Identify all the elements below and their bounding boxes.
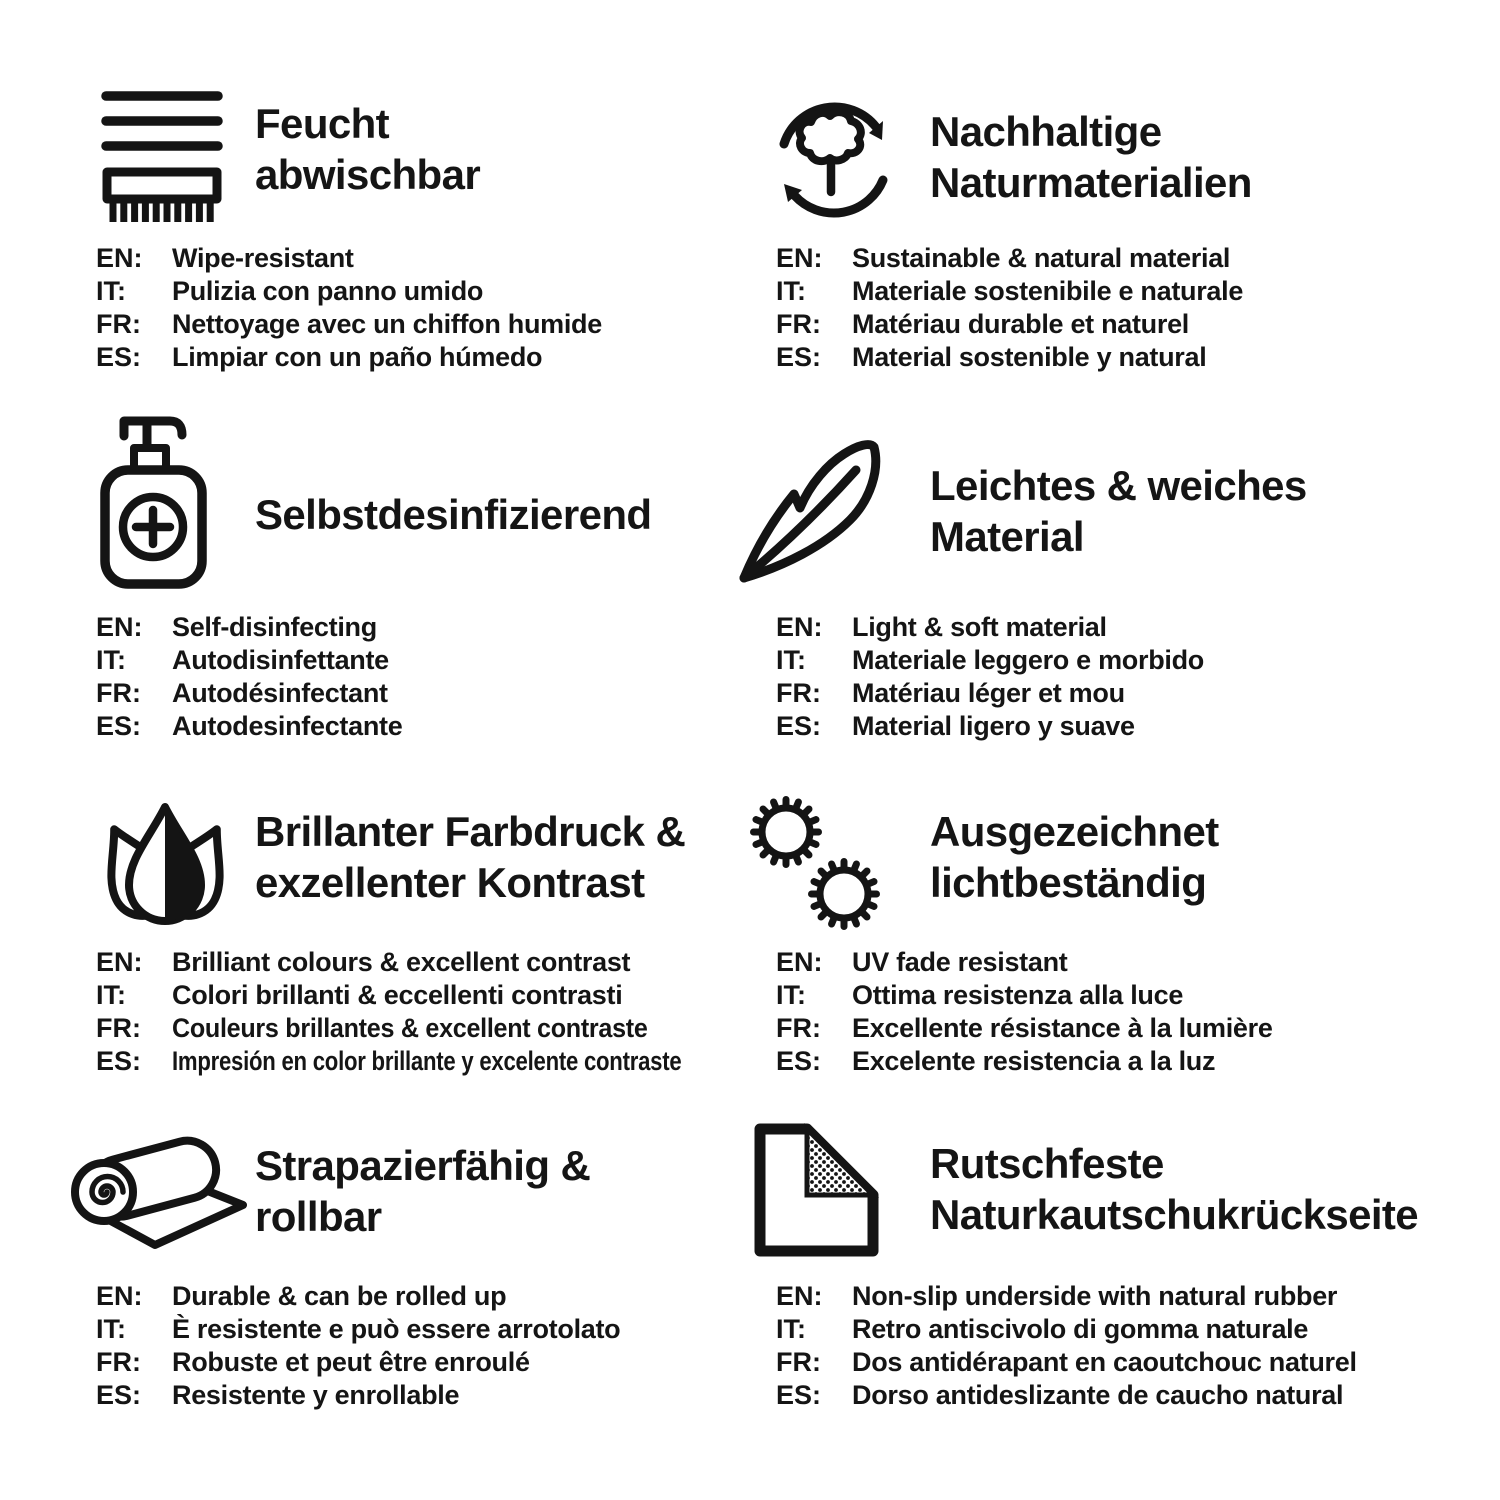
soap-dispenser-icon: [98, 406, 210, 592]
lang-text: Pulizia con panno umido: [172, 276, 484, 306]
lang-label: IT:: [776, 276, 806, 306]
lang-label: IT:: [96, 1314, 126, 1344]
non-slip-corner-icon: [750, 1120, 882, 1260]
translation-row: [96, 1013, 793, 1046]
lang-label: ES:: [776, 1380, 822, 1410]
translation-list: [96, 243, 602, 375]
lang-text: Brilliant colours & excellent contrast: [172, 947, 631, 977]
translation-row: [776, 711, 1204, 744]
lang-label: ES:: [96, 1380, 142, 1410]
translation-list: [776, 612, 1204, 744]
lang-label: EN:: [96, 243, 143, 273]
translation-row: [96, 612, 402, 645]
lang-label: ES:: [776, 342, 822, 372]
feature-title: [255, 489, 651, 540]
lang-text: Material sostenible y natural: [852, 342, 1207, 372]
lang-label: IT:: [776, 645, 806, 675]
lang-label: IT:: [96, 980, 126, 1010]
translation-row: [776, 276, 1243, 309]
translation-row: [96, 1380, 620, 1413]
lang-label: ES:: [96, 711, 142, 741]
title-line: lichtbeständig: [930, 859, 1207, 906]
lang-label: FR:: [776, 1347, 821, 1377]
lang-label: EN:: [96, 1281, 143, 1311]
translation-row: [776, 243, 1243, 276]
title-line: Brillanter Farbdruck &: [255, 808, 686, 855]
translation-list: [776, 947, 1273, 1079]
translation-row: [96, 1281, 620, 1314]
feature-title: [255, 806, 685, 908]
translation-row: [776, 1013, 1273, 1046]
translation-row: [96, 276, 602, 309]
lang-text: Materiale sostenibile e naturale: [852, 276, 1244, 306]
recycle-tree-icon: [766, 88, 906, 234]
translation-row: [776, 612, 1204, 645]
rolled-mat-icon: [60, 1124, 248, 1252]
translation-row: [776, 645, 1204, 678]
lang-text: Impresión en color brillante y excelente contraste: [172, 1046, 682, 1076]
translation-row: [776, 1380, 1357, 1413]
lang-text: Dos antidérapant en caoutchouc naturel: [852, 1347, 1357, 1377]
title-line: Strapazierfähig &: [255, 1142, 591, 1189]
translation-row: [96, 1314, 620, 1347]
translation-row: [96, 342, 602, 375]
lang-text: Resistente y enrollable: [172, 1380, 460, 1410]
ink-drops-icon: [98, 792, 234, 938]
lang-text: Matériau léger et mou: [852, 678, 1125, 708]
title-line: Leichtes & weiches: [930, 462, 1307, 509]
translation-row: [96, 243, 602, 276]
lang-label: EN:: [776, 1281, 823, 1311]
lang-text: Durable & can be rolled up: [172, 1281, 507, 1311]
lang-text: È resistente e può essere arrotolato: [172, 1314, 621, 1344]
lang-text: Autodesinfectante: [172, 711, 403, 741]
lang-label: FR:: [776, 678, 821, 708]
lang-label: FR:: [96, 309, 141, 339]
lang-label: EN:: [776, 243, 823, 273]
feature-title: [930, 460, 1307, 562]
title-line: exzellenter Kontrast: [255, 859, 645, 906]
translation-row: [776, 1281, 1357, 1314]
lang-text: Autodisinfettante: [172, 645, 389, 675]
lang-text: Light & soft material: [852, 612, 1107, 642]
translation-row: [776, 947, 1273, 980]
wipe-brush-icon: [100, 86, 224, 226]
lang-text: Couleurs brillantes & excellent contraste: [172, 1013, 648, 1043]
translation-row: [96, 1046, 793, 1079]
feature-title: [930, 1138, 1418, 1240]
title-line: Naturkautschukrückseite: [930, 1191, 1419, 1238]
lang-text: Excelente resistencia a la luz: [852, 1046, 1216, 1076]
lang-label: IT:: [776, 980, 806, 1010]
lang-label: IT:: [96, 645, 126, 675]
translation-list: [96, 1281, 620, 1413]
lang-label: IT:: [776, 1314, 806, 1344]
title-line: Material: [930, 513, 1084, 560]
lang-label: ES:: [776, 711, 822, 741]
translation-row: [776, 980, 1273, 1013]
lang-text: Materiale leggero e morbido: [852, 645, 1204, 675]
lang-label: ES:: [776, 1046, 822, 1076]
lang-label: FR:: [96, 1347, 141, 1377]
title-line: Rutschfeste: [930, 1140, 1164, 1187]
uv-gears-icon: [744, 786, 896, 942]
lang-text: Matériau durable et naturel: [852, 309, 1189, 339]
translation-list: [776, 1281, 1357, 1413]
title-line: abwischbar: [255, 151, 481, 198]
translation-row: [96, 1347, 620, 1380]
lang-label: EN:: [776, 947, 823, 977]
translation-row: [96, 947, 793, 980]
lang-label: FR:: [96, 1013, 141, 1043]
translation-row: [776, 342, 1243, 375]
lang-text: UV fade resistant: [852, 947, 1068, 977]
translation-row: [776, 678, 1204, 711]
lang-text: Sustainable & natural material: [852, 243, 1231, 273]
lang-text: Robuste et peut être enroulé: [172, 1347, 530, 1377]
title-line: Nachhaltige: [930, 108, 1162, 155]
lang-text: Self-disinfecting: [172, 612, 377, 642]
lang-text: Ottima resistenza alla luce: [852, 980, 1184, 1010]
lang-text: Dorso antideslizante de caucho natural: [852, 1380, 1344, 1410]
translation-row: [776, 1347, 1357, 1380]
feature-title: [930, 806, 1219, 908]
translation-list: [776, 243, 1243, 375]
title-line: Feucht: [255, 100, 390, 147]
feature-title: [255, 1140, 590, 1242]
feature-title: [930, 106, 1252, 208]
lang-text: Wipe-resistant: [172, 243, 354, 273]
lang-label: ES:: [96, 1046, 142, 1076]
lang-text: Material ligero y suave: [852, 711, 1135, 741]
title-line: Selbstdesinfizierend: [255, 491, 652, 538]
title-line: Naturmaterialien: [930, 159, 1252, 206]
translation-list: [96, 947, 793, 1079]
lang-text: Nettoyage avec un chiffon humide: [172, 309, 602, 339]
lang-text: Retro antiscivolo di gomma naturale: [852, 1314, 1309, 1344]
lang-text: Excellente résistance à la lumière: [852, 1013, 1273, 1043]
title-line: rollbar: [255, 1193, 382, 1240]
lang-text: Limpiar con un paño húmedo: [172, 342, 543, 372]
translation-row: [776, 309, 1243, 342]
lang-text: Non-slip underside with natural rubber: [852, 1281, 1338, 1311]
lang-text: Colori brillanti & eccellenti contrasti: [172, 980, 623, 1010]
lang-label: FR:: [96, 678, 141, 708]
title-line: Ausgezeichnet: [930, 808, 1219, 855]
lang-label: FR:: [776, 1013, 821, 1043]
translation-row: [96, 309, 602, 342]
lang-label: EN:: [96, 947, 143, 977]
lang-label: IT:: [96, 276, 126, 306]
translation-row: [96, 980, 793, 1013]
lang-label: FR:: [776, 309, 821, 339]
translation-row: [776, 1314, 1357, 1347]
lang-label: EN:: [96, 612, 143, 642]
feather-icon: [736, 428, 900, 586]
translation-list: [96, 612, 402, 744]
lang-label: EN:: [776, 612, 823, 642]
lang-label: ES:: [96, 342, 142, 372]
translation-row: [96, 711, 402, 744]
translation-row: [776, 1046, 1273, 1079]
translation-row: [96, 645, 402, 678]
lang-text: Autodésinfectant: [172, 678, 388, 708]
translation-row: [96, 678, 402, 711]
feature-title: [255, 98, 480, 200]
